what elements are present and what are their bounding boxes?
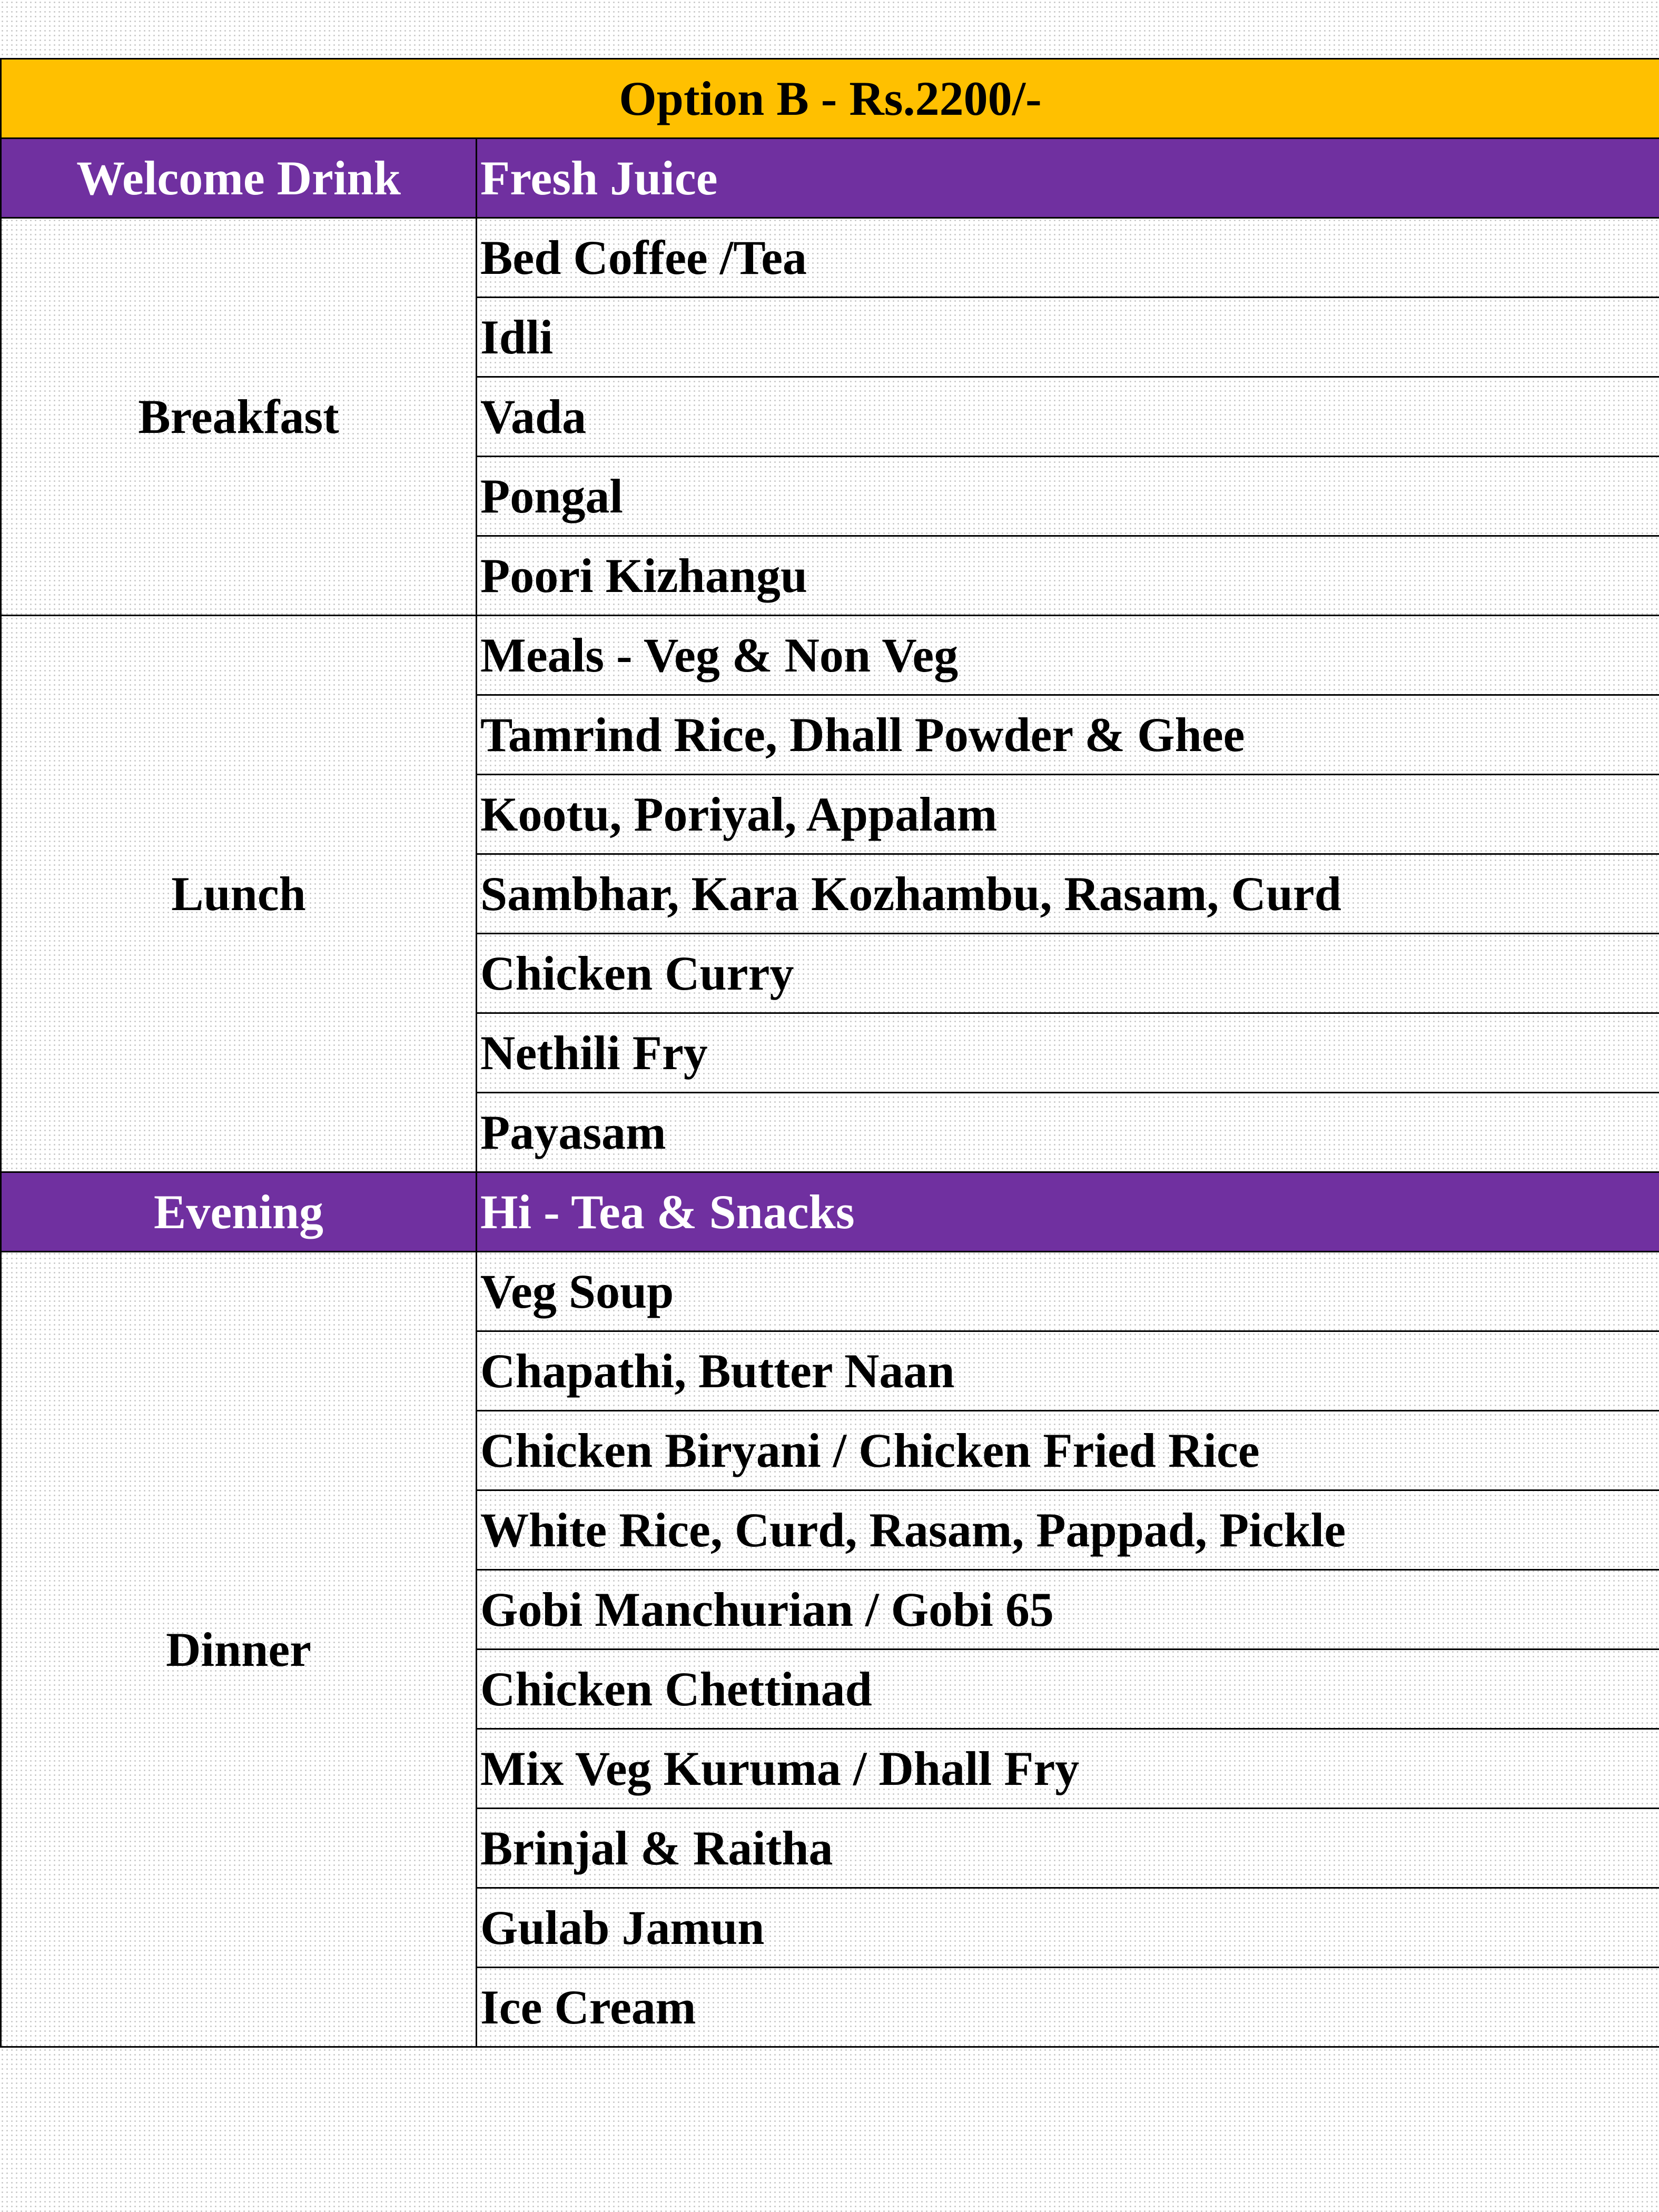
dinner-item: Gulab Jamun [477, 1888, 1659, 1968]
menu-title: Option B - Rs.2200/- [1, 59, 1659, 139]
dinner-item: Mix Veg Kuruma / Dhall Fry [477, 1729, 1659, 1809]
lunch-item: Payasam [477, 1093, 1659, 1172]
lunch-item: Nethili Fry [477, 1013, 1659, 1093]
dinner-item: Ice Cream [477, 1968, 1659, 2047]
dinner-item: Chapathi, Butter Naan [477, 1331, 1659, 1411]
lunch-item: Meals - Veg & Non Veg [477, 616, 1659, 695]
welcome-drink-row [1, 139, 1659, 218]
evening-item: Hi - Tea & Snacks [477, 1172, 1659, 1252]
dinner-item: Chicken Chettinad [477, 1650, 1659, 1729]
lunch-row [1, 616, 1659, 695]
breakfast-item: Poori Kizhangu [477, 536, 1659, 616]
menu-table [0, 58, 1659, 2048]
dinner-row [1, 1252, 1659, 1331]
dinner-item: Veg Soup [477, 1252, 1659, 1331]
lunch-item: Sambhar, Kara Kozhambu, Rasam, Curd [477, 854, 1659, 934]
title-row [1, 59, 1659, 139]
lunch-item: Kootu, Poriyal, Appalam [477, 775, 1659, 854]
welcome-drink-item: Fresh Juice [477, 139, 1659, 218]
breakfast-row [1, 218, 1659, 298]
lunch-label: Lunch [1, 616, 477, 1172]
breakfast-item: Pongal [477, 457, 1659, 536]
breakfast-item: Vada [477, 377, 1659, 457]
breakfast-item: Bed Coffee /Tea [477, 218, 1659, 298]
dinner-item: White Rice, Curd, Rasam, Pappad, Pickle [477, 1490, 1659, 1570]
dinner-item: Chicken Biryani / Chicken Fried Rice [477, 1411, 1659, 1490]
breakfast-label: Breakfast [1, 218, 477, 616]
dinner-item: Gobi Manchurian / Gobi 65 [477, 1570, 1659, 1650]
breakfast-item: Idli [477, 298, 1659, 377]
lunch-item: Tamrind Rice, Dhall Powder & Ghee [477, 695, 1659, 775]
dinner-item: Brinjal & Raitha [477, 1809, 1659, 1888]
lunch-item: Chicken Curry [477, 934, 1659, 1013]
evening-row [1, 1172, 1659, 1252]
evening-label: Evening [1, 1172, 477, 1252]
dinner-label: Dinner [1, 1252, 477, 2047]
welcome-drink-label: Welcome Drink [1, 139, 477, 218]
